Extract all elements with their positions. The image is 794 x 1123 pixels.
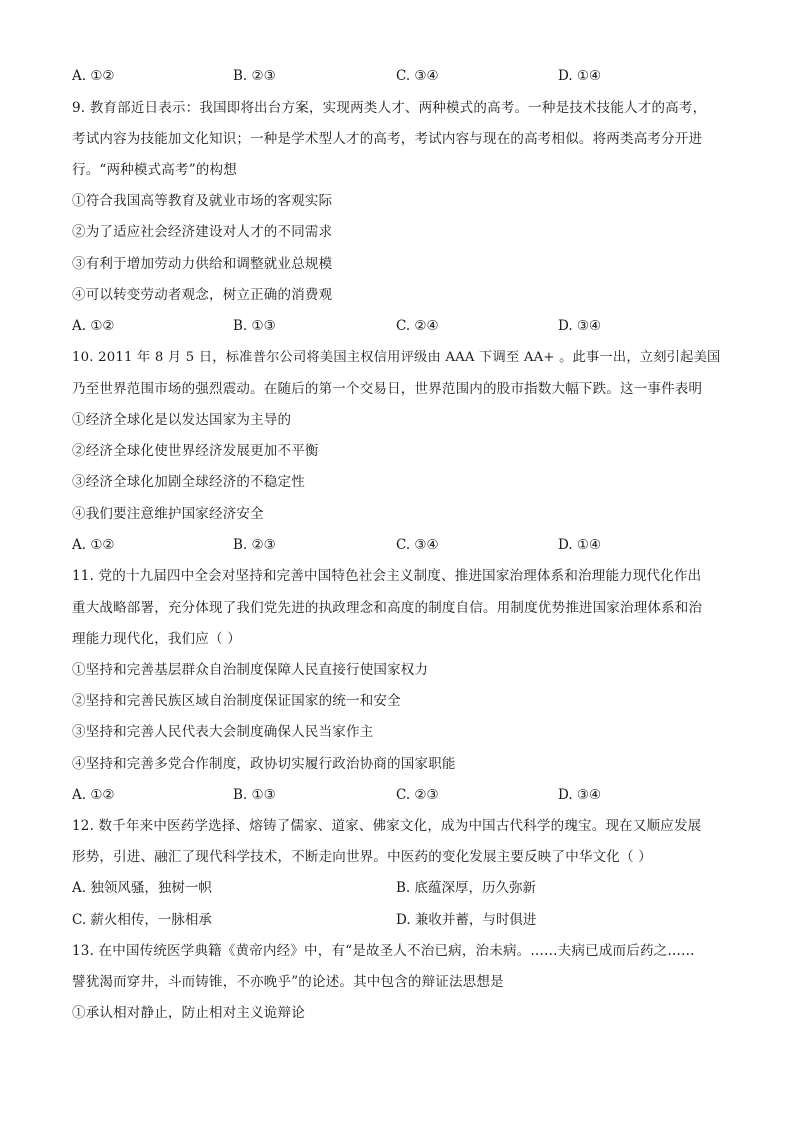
q11-stem-line: 11. 党的十九届四中全会对坚持和完善中国特色社会主义制度、推进国家治理体系和治理能力现代化作出 (72, 568, 702, 584)
q12-stem-line: 12. 数千年来中医药学选择、熔铸了儒家、道家、佛家文化，成为中国古代科学的瑰宝。现在又顺应发展 (72, 818, 702, 834)
q11-statement-3: ③坚持和完善人民代表大会制度确保人民当家作主 (72, 724, 374, 740)
q10-statement-4: ④我们要注意维护国家经济安全 (72, 506, 264, 522)
q10-option-a[interactable]: A. ①② (72, 537, 115, 553)
q9-stem-line: 行。“两种模式高考”的构想 (72, 162, 237, 178)
q10-statement-2: ②经济全球化使世界经济发展更加不平衡 (72, 443, 319, 459)
q9-option-d[interactable]: D. ③④ (558, 318, 602, 334)
q11-statement-2: ②坚持和完善民族区域自治制度保证国家的统一和安全 (72, 693, 401, 709)
q9-statement-1: ①符合我国高等教育及就业市场的客观实际 (72, 193, 333, 209)
q10-stem-line: 乃至世界范围市场的强烈震动。在随后的第一个交易日，世界范围内的股市指数大幅下跌。这一事件表明 (72, 381, 703, 397)
q10-option-d[interactable]: D. ①④ (558, 537, 602, 553)
q11-statement-4: ④坚持和完善多党合作制度，政协切实履行政治协商的国家职能 (72, 756, 456, 772)
q11-statement-1: ①坚持和完善基层群众自治制度保障人民直接行使国家权力 (72, 662, 429, 678)
q11-option-a[interactable]: A. ①② (72, 787, 115, 803)
q11-stem-line: 重大战略部署，充分体现了我们党先进的执政理念和高度的制度自信。用制度优势推进国家治理体系和治 (72, 600, 703, 616)
q9-statement-2: ②为了适应社会经济建设对人才的不同需求 (72, 224, 333, 240)
q13-statement-1: ①承认相对静止，防止相对主义诡辩论 (72, 1005, 305, 1021)
q13-stem-line: 13. 在中国传统医学典籍《黄帝内经》中，有“是故圣人不治已病，治未病。……夫病已成而后药之…… (72, 943, 695, 959)
q9-statement-4: ④可以转变劳动者观念，树立正确的消费观 (72, 287, 333, 303)
q9-option-c[interactable]: C. ②④ (396, 318, 439, 334)
q11-stem-line: 理能力现代化，我们应（ ） (72, 631, 241, 647)
q8-option-d[interactable]: D. ①④ (558, 68, 602, 84)
q10-stem-line: 10. 2011 年 8 月 5 日，标准普尔公司将美国主权信用评级由 AAA 下调至 AA+ 。此事一出，立刻引起美国 (72, 350, 721, 365)
q9-stem-line: 考试内容为技能加文化知识；一种是学术型人才的高考，考试内容与现在的高考相似。将两类高考分开进 (72, 131, 703, 147)
q10-statement-3: ③经济全球化加剧全球经济的不稳定性 (72, 474, 305, 490)
q12-stem-line: 形势，引进、融汇了现代科学技术，不断走向世界。中医药的变化发展主要反映了中华文化（ ） (72, 849, 652, 865)
q10-option-c[interactable]: C. ③④ (396, 537, 439, 553)
q11-option-c[interactable]: C. ②③ (396, 787, 439, 803)
q12-option-d[interactable]: D. 兼收并蓄，与时俱进 (396, 912, 537, 928)
q12-option-a[interactable]: A. 独领风骚，独树一帜 (72, 880, 212, 896)
q9-option-a[interactable]: A. ①② (72, 318, 115, 334)
q13-stem-line: 譬犹渴而穿井，斗而铸锥，不亦晚乎”的论述。其中包含的辩证法思想是 (72, 974, 504, 990)
q11-option-b[interactable]: B. ①③ (233, 787, 276, 803)
q9-stem-line: 9. 教育部近日表示：我国即将出台方案，实现两类人才、两种模式的高考。一种是技术技能人才的高考， (72, 100, 707, 116)
q8-option-a[interactable]: A. ①② (72, 68, 115, 84)
q10-statement-1: ①经济全球化是以发达国家为主导的 (72, 412, 292, 428)
q12-option-c[interactable]: C. 薪火相传，一脉相承 (72, 912, 212, 928)
q12-option-b[interactable]: B. 底蕴深厚，历久弥新 (396, 880, 537, 896)
q8-option-c[interactable]: C. ③④ (396, 68, 439, 84)
q8-option-b[interactable]: B. ②③ (233, 68, 276, 84)
q10-option-b[interactable]: B. ②③ (233, 537, 276, 553)
q9-statement-3: ③有利于增加劳动力供给和调整就业总规模 (72, 256, 333, 272)
q9-option-b[interactable]: B. ①③ (233, 318, 276, 334)
q11-option-d[interactable]: D. ③④ (558, 787, 602, 803)
